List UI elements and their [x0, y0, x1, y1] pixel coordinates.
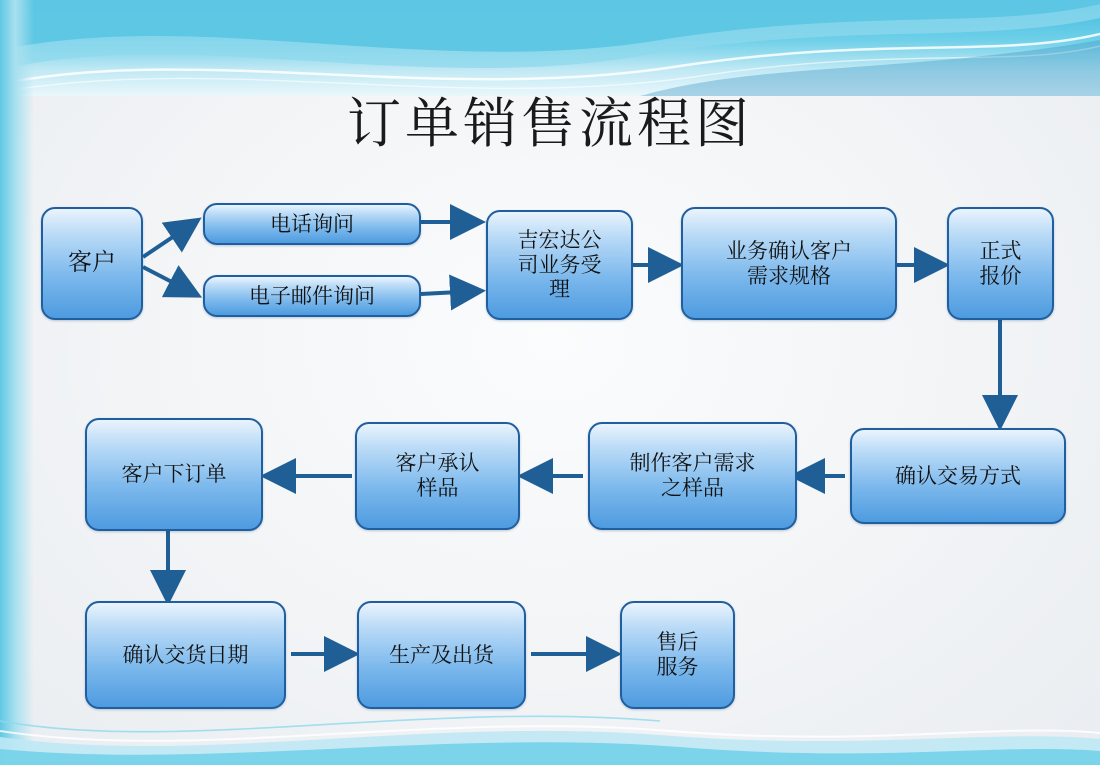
node-label-line-2: 样品 [416, 476, 459, 500]
edge-n1-n3 [143, 267, 195, 294]
node-company-acceptance[interactable] [486, 210, 633, 320]
node-label: 生产及出货 [389, 642, 494, 667]
node-label-line-2: 报价 [979, 263, 1022, 288]
node-confirm-delivery-date[interactable] [85, 601, 286, 709]
node-label-line-1: 售后 [656, 630, 699, 655]
page-title: 订单销售流程图 [347, 94, 753, 154]
node-phone-inquiry[interactable] [203, 203, 421, 245]
node-label-line-2: 之样品 [661, 476, 724, 500]
node-label: 确认交易方式 [895, 463, 1021, 488]
node-formal-quotation[interactable] [947, 207, 1054, 320]
node-label-line-2: 司业务受 [517, 252, 602, 277]
node-customer[interactable] [41, 207, 143, 320]
decorative-top-band [0, 0, 1100, 96]
node-confirm-transaction[interactable] [850, 428, 1066, 524]
node-place-order[interactable] [85, 418, 263, 531]
node-label-line-3: 理 [549, 277, 570, 302]
edge-n1-n2 [143, 222, 195, 257]
node-production-shipment[interactable] [357, 601, 526, 709]
node-label: 电子邮件询问 [249, 283, 375, 308]
node-label: 电话询问 [270, 211, 354, 236]
node-label: 确认交货日期 [122, 642, 249, 667]
node-label-line-1: 客户承认 [395, 451, 480, 476]
node-label-line-1: 制作客户需求 [629, 451, 756, 476]
node-confirm-requirements[interactable] [681, 207, 897, 320]
node-label-line-2: 需求规格 [747, 263, 831, 288]
node-customer-approve-sample[interactable] [355, 422, 520, 530]
node-after-sales-service[interactable] [620, 601, 735, 709]
node-label: 客户下订单 [121, 462, 227, 487]
node-make-sample[interactable] [588, 422, 797, 530]
node-label-line-1: 业务确认客户 [726, 238, 852, 263]
node-label-line-1: 正式 [979, 238, 1022, 263]
node-label-line-2: 服务 [656, 655, 699, 679]
top-band-waves [0, 0, 1100, 96]
node-label: 客户 [68, 250, 116, 277]
node-label-line-1: 吉宏达公 [517, 227, 602, 252]
node-email-inquiry[interactable] [203, 275, 421, 317]
edge-n3-n4 [421, 291, 478, 294]
